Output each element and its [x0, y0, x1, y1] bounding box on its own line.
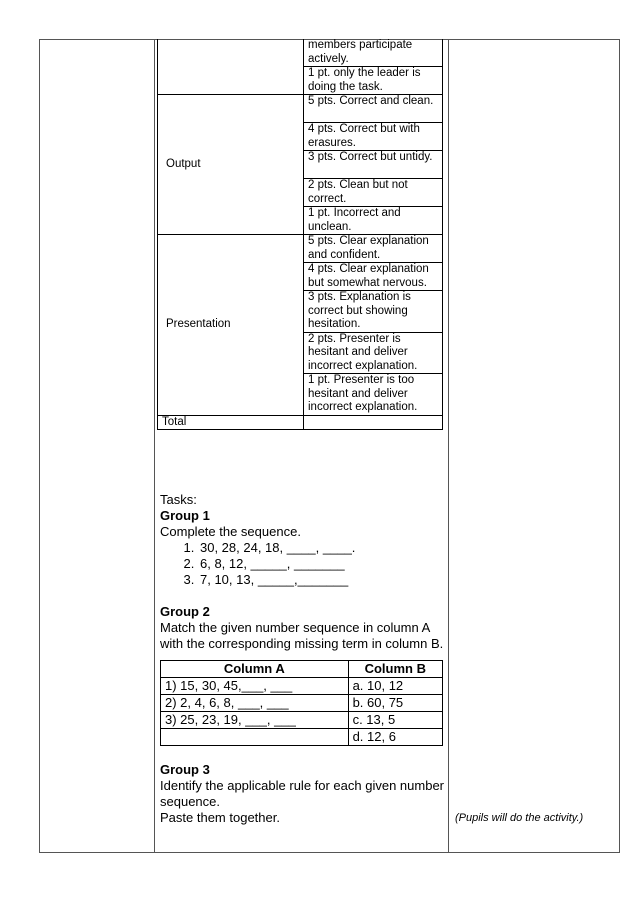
group3-title: Group 3 — [160, 762, 210, 777]
rubric-criterion: Presentation — [158, 235, 304, 416]
tasks-heading: Tasks: — [160, 492, 197, 507]
table-row — [161, 729, 443, 746]
table-row — [161, 678, 443, 695]
rubric-descriptor: 1 pt. Incorrect and unclean. — [304, 207, 443, 235]
rubric-descriptor: members participate actively. — [304, 39, 443, 67]
group3-instruction-2: Paste them together. — [160, 810, 280, 825]
column-divider — [154, 40, 155, 852]
column-b-cell: a. 10, 12 — [348, 678, 442, 695]
column-b-cell: c. 13, 5 — [348, 712, 442, 729]
list-item: 1. 30, 28, 24, 18, ____, ____. — [198, 540, 450, 556]
rubric-table — [157, 39, 443, 430]
rubric-descriptor: 4 pts. Clear explanation but somewhat nervous. — [304, 263, 443, 291]
rubric-descriptor: 5 pts. Correct and clean. — [304, 95, 443, 123]
list-item: 3. 7, 10, 13, _____,_______ — [198, 572, 450, 588]
rubric-descriptor: 2 pts. Clean but not correct. — [304, 179, 443, 207]
column-b-header: Column B — [348, 661, 442, 678]
group2-instruction: Match the given number sequence in column A with the corresponding missing term in column B. — [160, 620, 444, 651]
group2-title: Group 2 — [160, 604, 210, 619]
total-value — [304, 415, 443, 430]
rubric-row — [158, 235, 443, 263]
table-row — [161, 712, 443, 729]
column-a-cell: 2) 2, 4, 6, 8, ___, ___ — [161, 695, 349, 712]
rubric-descriptor: 1 pt. only the leader is doing the task. — [304, 67, 443, 95]
rubric-descriptor: 4 pts. Correct but with erasures. — [304, 123, 443, 151]
rubric-descriptor: 2 pts. Presenter is hesitant and deliver incorrect explanation. — [304, 332, 443, 374]
rubric-descriptor: 3 pts. Explanation is correct but showing hesitation. — [304, 291, 443, 333]
group1-title: Group 1 — [160, 508, 210, 523]
column-b-cell: d. 12, 6 — [348, 729, 442, 746]
rubric-descriptor: 5 pts. Clear explanation and confident. — [304, 235, 443, 263]
rubric-row — [158, 39, 443, 67]
group1-instruction: Complete the sequence. — [160, 524, 301, 539]
tasks-section — [160, 492, 450, 826]
rubric-descriptor: 1 pt. Presenter is too hesitant and deliver incorrect explanation. — [304, 374, 443, 416]
column-a-cell — [161, 729, 349, 746]
column-a-cell: 1) 15, 30, 45,___, ___ — [161, 678, 349, 695]
list-item: 2. 6, 8, 12, _____, _______ — [198, 556, 450, 572]
group3-instruction: Identify the applicable rule for each given number sequence. — [160, 778, 445, 809]
table-row — [161, 695, 443, 712]
rubric-row — [158, 95, 443, 123]
column-a-cell: 3) 25, 23, 19, ___, ___ — [161, 712, 349, 729]
column-b-cell: b. 60, 75 — [348, 695, 442, 712]
group1-list — [160, 540, 450, 588]
rubric-criterion: Output — [158, 95, 304, 235]
matching-table — [160, 660, 443, 746]
total-label: Total — [158, 415, 304, 430]
column-a-header: Column A — [161, 661, 349, 678]
rubric-descriptor: 3 pts. Correct but untidy. — [304, 151, 443, 179]
rubric-total-row — [158, 415, 443, 430]
remarks-note: (Pupils will do the activity.) — [455, 812, 584, 824]
rubric-criterion — [158, 39, 304, 95]
